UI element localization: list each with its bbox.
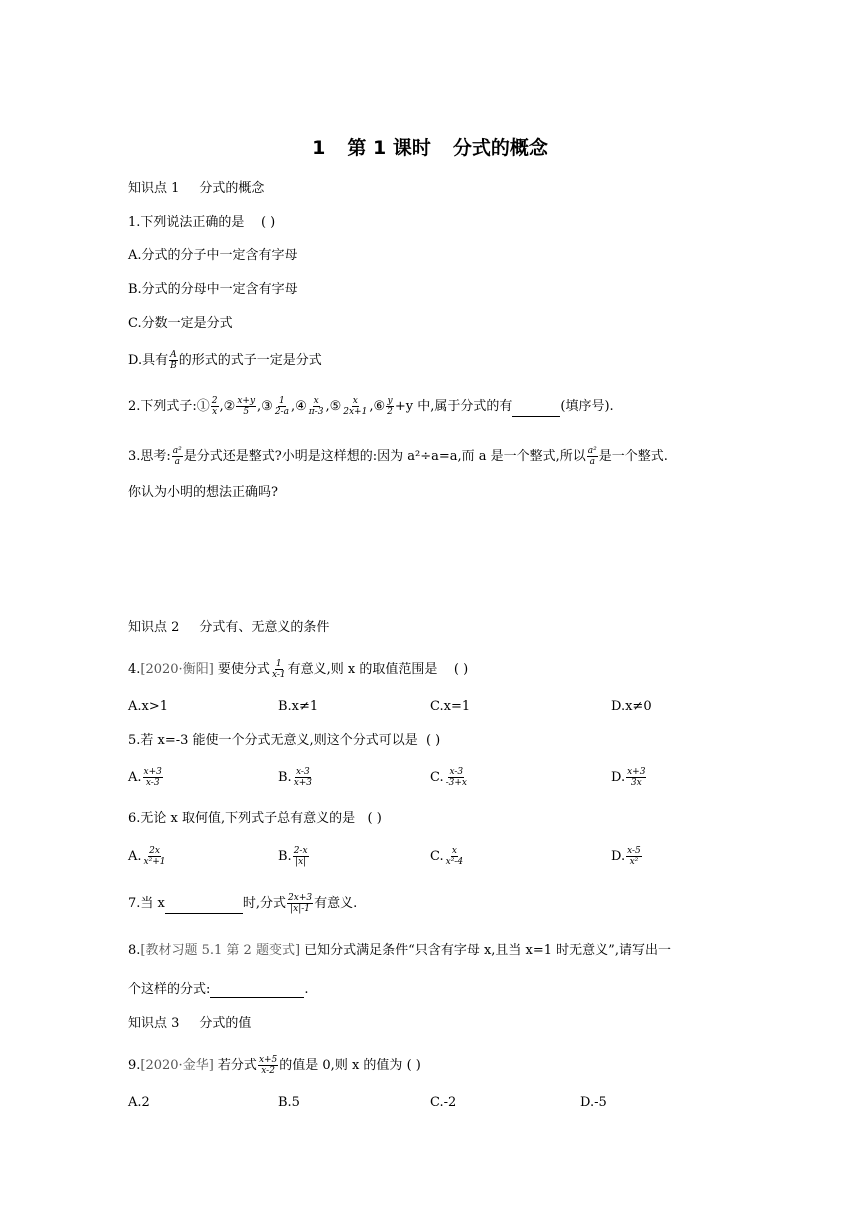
- question-4-option-a: A.x>1: [128, 699, 169, 714]
- question-9-option-b: B.5: [278, 1095, 300, 1110]
- question-9-option-d: D.-5: [580, 1095, 607, 1110]
- fraction: $\frac{x}{\pi-3}$: [308, 396, 324, 417]
- question-8-line-1: 8.[教材习题 5.1 第 2 题变式] 已知分式满足条件“只含有字母 x,且当 x=1 时无意义”,请写出一: [128, 943, 671, 958]
- fraction: $\frac{\text{a²}}{a}$: [172, 446, 182, 467]
- question-5-option-a: A. $\frac{x+3}{x-3}$: [128, 767, 162, 788]
- fraction: $\frac{x+5}{x-2}$: [258, 1055, 278, 1076]
- question-4-stem: 4.[2020·衡阳] 要使分式 $\frac{1}{x-1}$ 有意义,则 x 的取值范围是 ( ): [128, 659, 469, 680]
- question-6-option-d: D. $\frac{x-5}{\text{x²}}$: [611, 846, 641, 867]
- question-4-option-d: D.x≠0: [611, 699, 652, 714]
- knowledge-point-1-heading: 知识点 1 分式的概念: [128, 181, 265, 196]
- fraction: $\frac{x}{2x+1}$: [343, 396, 368, 417]
- source-tag: [2020·衡阳]: [140, 662, 214, 677]
- fraction: $\frac{x+y}{5}$: [237, 396, 256, 417]
- question-5-option-c: C. $\frac{x-3}{-3+x}$: [430, 767, 468, 788]
- question-4-option-c: C.x=1: [430, 699, 471, 714]
- question-8-line-2: 个这样的分式: .: [128, 982, 309, 997]
- source-tag: [教材习题 5.1 第 2 题变式]: [140, 943, 301, 958]
- source-tag: [2020·金华]: [140, 1058, 214, 1073]
- question-5-option-d: D. $\frac{x+3}{3x}$: [611, 767, 646, 788]
- fraction: $\frac{1}{2-a}$: [274, 396, 289, 417]
- answer-blank[interactable]: [512, 402, 560, 417]
- fraction: $\frac{x-3}{-3+x}$: [445, 767, 468, 788]
- fraction: $\frac{y}{2}$: [387, 396, 393, 417]
- fraction: $\frac{2-x}{|x|}$: [293, 846, 308, 867]
- fraction: $\frac{A}{B}$: [170, 350, 177, 371]
- question-6-option-c: C. $\frac{x}{\text{x²-4}}$: [430, 846, 464, 867]
- question-1-stem: 1.下列说法正确的是 ( ): [128, 215, 276, 230]
- page-title: 1 第 1 课时 分式的概念: [312, 137, 548, 159]
- fraction: $\frac{x-3}{x+3}$: [293, 767, 313, 788]
- question-1-option-d: D.具有 $\frac{A}{B}$ 的形式的式子一定是分式: [128, 350, 322, 371]
- question-6-option-b: B. $\frac{2-x}{|x|}$: [278, 846, 308, 867]
- question-1-option-a: A.分式的分子中一定含有字母: [128, 248, 298, 263]
- knowledge-point-3-heading: 知识点 3 分式的值: [128, 1016, 252, 1031]
- fraction: $\frac{x}{\text{x²-4}}$: [445, 846, 464, 867]
- question-4-option-b: B.x≠1: [278, 699, 319, 714]
- knowledge-point-2-heading: 知识点 2 分式有、无意义的条件: [128, 620, 330, 635]
- fraction: $\frac{\text{a²}}{a}$: [587, 446, 597, 467]
- question-3-line-1: 3.思考: $\frac{\text{a²}}{a}$ 是分式还是整式?小明是这样想的:因为 a²÷a=a,而 a 是一个整式,所以 $\frac{\text{a²}}{a}$ 是一个整式.: [128, 446, 668, 467]
- question-7: 7.当 x 时,分式 $\frac{2x+3}{|x|-1}$ 有意义.: [128, 893, 358, 914]
- question-5-option-b: B. $\frac{x-3}{x+3}$: [278, 767, 313, 788]
- question-2: 2.下列式子:① $\frac{2}{x}$ ,② $\frac{x+y}{5}$ ,③ $\frac{1}{2-a}$ ,④ $\frac{x}{\pi-3}$ ,⑤ $\frac{x}{2x+1}$ ,⑥ $\frac{y}{2}$ +y 中,属于分式的有 (填序号).: [128, 396, 614, 417]
- question-9-option-c: C.-2: [430, 1095, 457, 1110]
- question-1-option-c: C.分数一定是分式: [128, 316, 233, 331]
- fraction: $\frac{2x+3}{|x|-1}$: [288, 893, 313, 914]
- question-6-option-a: A. $\frac{2x}{\text{x²+1}}$: [128, 846, 166, 867]
- fraction: $\frac{x-5}{\text{x²}}$: [627, 846, 641, 867]
- fraction: $\frac{1}{x-1}$: [271, 659, 286, 680]
- question-9-stem: 9.[2020·金华] 若分式 $\frac{x+5}{x-2}$ 的值是 0,则 x 的值为 ( ): [128, 1055, 421, 1076]
- question-3-line-2: 你认为小明的想法正确吗?: [128, 485, 278, 500]
- answer-blank[interactable]: [165, 899, 243, 914]
- fraction: $\frac{x+3}{3x}$: [627, 767, 646, 788]
- fraction: $\frac{2x}{\text{x²+1}}$: [143, 846, 166, 867]
- fraction: $\frac{2}{x}$: [211, 396, 218, 417]
- question-9-option-a: A.2: [128, 1095, 150, 1110]
- fraction: $\frac{x+3}{x-3}$: [143, 767, 162, 788]
- question-1-option-b: B.分式的分母中一定含有字母: [128, 282, 298, 297]
- answer-blank[interactable]: [210, 983, 304, 998]
- question-5-stem: 5.若 x=-3 能使一个分式无意义,则这个分式可以是 ( ): [128, 733, 441, 748]
- question-6-stem: 6.无论 x 取何值,下列式子总有意义的是 ( ): [128, 811, 382, 826]
